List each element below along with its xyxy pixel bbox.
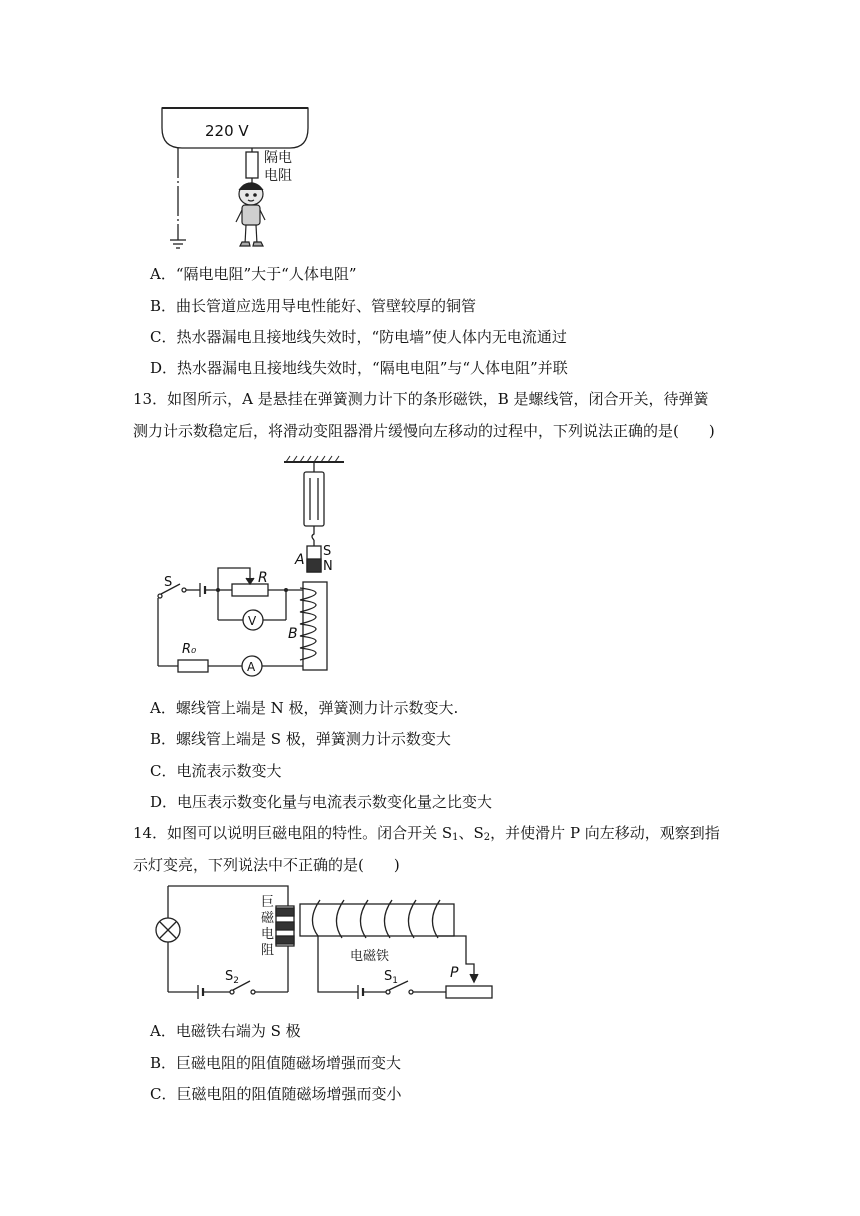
q13-stem-line1: 13．如图所示，A 是悬挂在弹簧测力计下的条形磁铁，B 是螺线管，闭合开关，待弹簧 (133, 390, 709, 408)
resistor-r0-label: R₀ (182, 642, 197, 657)
person-icon (236, 183, 265, 246)
voltmeter-label: V (248, 614, 257, 628)
q12-option-d: D．热水器漏电且接地线失效时，“隔电电阻”与“人体电阻”并联 (150, 359, 568, 377)
switch-s2-label: $S_2$ (225, 969, 239, 986)
q12-option-a: A．“隔电电阻”大于“人体电阻” (150, 265, 357, 283)
q13-option-d: D．电压表示数变化量与电流表示数变化量之比变大 (150, 793, 493, 811)
switch-label: S (164, 575, 173, 590)
q14-stem-line2: 示灯变亮，下列说法中不正确的是( ) (133, 856, 400, 874)
gmr-label-4: 阻 (261, 943, 275, 958)
q12-option-c: C．热水器漏电且接地线失效时，“防电墙”使人体内无电流通过 (150, 328, 567, 346)
gmr-label-1: 巨 (261, 895, 275, 910)
resistor-label-2: 电阻 (264, 168, 292, 184)
q13-option-c: C．电流表示数变大 (150, 762, 282, 780)
q13-option-a: A．螺线管上端是 N 极，弹簧测力计示数变大. (150, 699, 459, 717)
q13-stem-line2: 测力计示数稳定后，将滑动变阻器滑片缓慢向左移动的过程中，下列说法正确的是( ) (133, 422, 715, 440)
resistor-label-1: 隔电 (264, 150, 292, 166)
gmr-label-2: 磁 (261, 911, 275, 926)
q14-option-b: B．巨磁电阻的阻值随磁场增强而变大 (150, 1054, 402, 1072)
magnet-label: A (295, 552, 305, 568)
pole-n-label: N (323, 559, 333, 574)
electromagnet-label: 电磁铁 (350, 949, 390, 964)
q13-option-b: B．螺线管上端是 S 极，弹簧测力计示数变大 (150, 730, 451, 748)
q14-stem-line1: 14．如图可以说明巨磁电阻的特性。闭合开关 $S_1$、$S_2$，并使滑片 P 向左移动，观察到指 (133, 824, 720, 843)
pole-s-label: S (323, 544, 332, 559)
q14-option-c: C．巨磁电阻的阻值随磁场增强而变小 (150, 1085, 402, 1103)
slider-p-label: P (450, 965, 459, 981)
ammeter-label: A (247, 660, 256, 674)
coil-label: B (288, 626, 298, 642)
voltage-label: 220 V (205, 122, 249, 140)
q14-option-a: A．电磁铁右端为 S 极 (150, 1022, 301, 1040)
rheostat-label: R (258, 570, 268, 586)
gmr-label-3: 电 (261, 927, 275, 942)
q12-option-b: B．曲长管道应选用导电性能好、管壁较厚的铜管 (150, 297, 477, 315)
switch-s1-label: $S_1$ (384, 969, 398, 986)
